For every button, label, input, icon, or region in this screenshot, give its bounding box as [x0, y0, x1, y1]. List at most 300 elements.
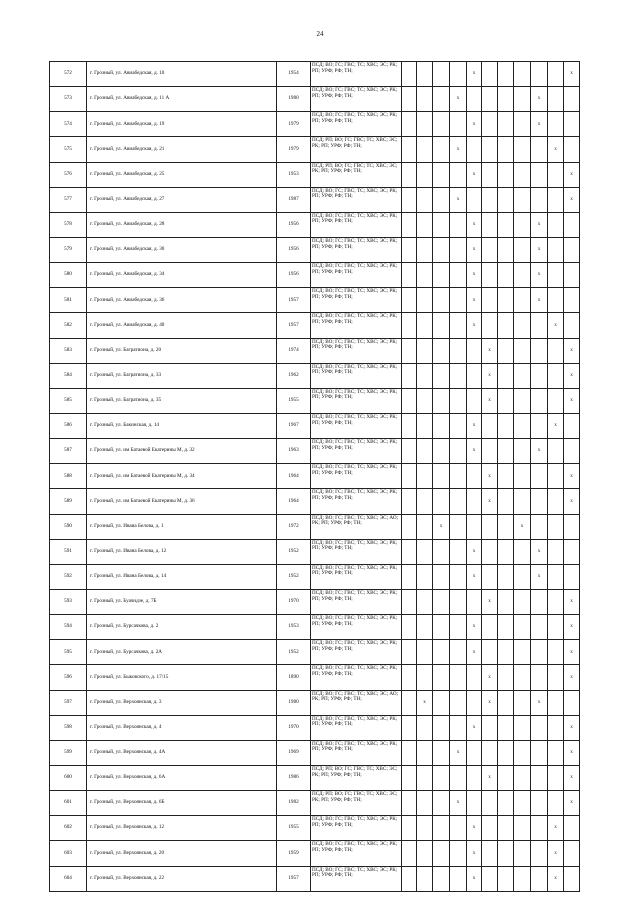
mark-cell: [402, 615, 417, 640]
table-row: [50, 690, 596, 715]
mark-cell: x: [564, 791, 580, 816]
mark-cell: x: [548, 413, 564, 438]
row-number: 600: [50, 765, 87, 790]
mark-cell: [433, 841, 450, 866]
year-cell: 1959: [277, 841, 311, 866]
mark-cell: [417, 187, 433, 212]
mark-cell: [450, 665, 467, 690]
mark-cell: [467, 87, 482, 112]
address-cell: г. Грозный, ул. Авиабедская, д. 30: [87, 237, 277, 262]
mark-cell: [514, 690, 531, 715]
mark-cell: [433, 464, 450, 489]
systems-cell: ПСД; ВО; ГС; ГВС; ТС; ХВС; ЭС; РК; РП; УРФ; РФ; ТН;: [311, 665, 402, 690]
address-cell: г. Грозный, ул. Багратиона, д. 35: [87, 388, 277, 413]
mark-cell: [433, 715, 450, 740]
address-cell: г. Грозный, ул. Авиабедская, д. 25: [87, 162, 277, 187]
mark-cell: [433, 212, 450, 237]
systems-cell: ПСД; ВО; ГС; ГВС; ТС; ХВС; ЭС; РК; РП; УРФ; РФ; ТН;: [311, 439, 402, 464]
mark-cell: [548, 288, 564, 313]
mark-cell: [450, 112, 467, 137]
mark-cell: [467, 589, 482, 614]
mark-cell: [433, 62, 450, 87]
address-cell: г. Грозный, ул. Ивана Белова, д. 1: [87, 514, 277, 539]
mark-cell: x: [467, 866, 482, 891]
mark-cell: [564, 514, 580, 539]
systems-cell: ПСД; ВО; ГС; ГВС; ТС; ХВС; ЭС; РК; РП; УРФ; РФ; ТН;: [311, 388, 402, 413]
table-row: [50, 765, 596, 790]
table-row: [50, 313, 596, 338]
mark-cell: [417, 338, 433, 363]
table-row: [50, 640, 596, 665]
systems-cell: ПСД; ВО; ГС; ГВС; ТС; ХВС; ЭС; РК; РП; УРФ; РФ; ТН;: [311, 212, 402, 237]
mark-cell: x: [417, 690, 433, 715]
mark-cell: [498, 439, 514, 464]
year-cell: 1987: [277, 187, 311, 212]
mark-cell: [402, 162, 417, 187]
year-cell: 1957: [277, 866, 311, 891]
mark-cell: [498, 765, 514, 790]
mark-cell: [514, 288, 531, 313]
mark-cell: [433, 388, 450, 413]
mark-cell: x: [564, 615, 580, 640]
table-row: [50, 489, 596, 514]
mark-cell: x: [564, 740, 580, 765]
mark-cell: [498, 640, 514, 665]
mark-cell: [514, 363, 531, 388]
mark-cell: [450, 388, 467, 413]
mark-cell: [498, 263, 514, 288]
mark-cell: x: [467, 816, 482, 841]
mark-cell: [467, 464, 482, 489]
mark-cell: [433, 313, 450, 338]
mark-cell: [548, 464, 564, 489]
mark-cell: [531, 363, 548, 388]
mark-cell: [482, 87, 498, 112]
mark-cell: x: [450, 87, 467, 112]
year-cell: 1964: [277, 489, 311, 514]
mark-cell: [402, 87, 417, 112]
systems-cell: ПСД; ВО; ГС; ГВС; ТС; ХВС; ЭС; РК; РП; УРФ; РФ; ТН;: [311, 288, 402, 313]
mark-cell: [417, 765, 433, 790]
year-cell: 1954: [277, 62, 311, 87]
mark-cell: x: [564, 589, 580, 614]
mark-cell: [450, 539, 467, 564]
mark-cell: [498, 539, 514, 564]
mark-cell: [402, 514, 417, 539]
year-cell: 1952: [277, 539, 311, 564]
mark-cell: [433, 439, 450, 464]
mark-cell: [498, 313, 514, 338]
mark-cell: x: [482, 464, 498, 489]
table-row: [50, 564, 596, 589]
year-cell: 1970: [277, 589, 311, 614]
systems-cell: ПСД; ВО; ГС; ГВС; ТС; ХВС; ЭС; РК; РП; УРФ; РФ; ТН;: [311, 615, 402, 640]
table-row: [50, 866, 596, 891]
mark-cell: [564, 263, 580, 288]
mark-cell: x: [548, 137, 564, 162]
mark-cell: [433, 539, 450, 564]
mark-cell: [482, 564, 498, 589]
mark-cell: [450, 866, 467, 891]
mark-cell: x: [564, 640, 580, 665]
mark-cell: [450, 564, 467, 589]
address-cell: г. Грозный, ул. Ивана Белова, д. 12: [87, 539, 277, 564]
mark-cell: [417, 162, 433, 187]
mark-cell: [482, 162, 498, 187]
mark-cell: [514, 640, 531, 665]
systems-cell: ПСД; ВО; ГС; ГВС; ТС; ХВС; ЭС; РК; РП; УРФ; РФ; ТН;: [311, 187, 402, 212]
mark-cell: [450, 62, 467, 87]
mark-cell: [402, 740, 417, 765]
systems-cell: ПСД; ВО; ГС; ГВС; ТС; ХВС; ЭС; РК; РП; УРФ; РФ; ТН;: [311, 338, 402, 363]
mark-cell: [548, 237, 564, 262]
mark-cell: [450, 338, 467, 363]
table-row: [50, 816, 596, 841]
systems-cell: ПСД; ВО; ГС; ГВС; ТС; ХВС; ЭС; РК; РП; УРФ; РФ; ТН;: [311, 866, 402, 891]
mark-cell: [450, 841, 467, 866]
mark-cell: [548, 715, 564, 740]
mark-cell: x: [467, 212, 482, 237]
row-number: 583: [50, 338, 87, 363]
systems-cell: ПСД; ВО; ГС; ГВС; ТС; ХВС; ЭС; РК; РП; УРФ; РФ; ТН;: [311, 489, 402, 514]
mark-cell: [498, 816, 514, 841]
systems-cell: ПСД; ВО; ГС; ГВС; ТС; ХВС; ЭС; РК; РП; УРФ; РФ; ТН;: [311, 237, 402, 262]
mark-cell: [482, 187, 498, 212]
mark-cell: [417, 439, 433, 464]
table-row: [50, 212, 596, 237]
mark-cell: [548, 740, 564, 765]
mark-cell: [402, 388, 417, 413]
mark-cell: [417, 237, 433, 262]
mark-cell: [531, 388, 548, 413]
mark-cell: [498, 413, 514, 438]
mark-cell: x: [467, 439, 482, 464]
mark-cell: x: [433, 514, 450, 539]
mark-cell: [433, 288, 450, 313]
address-cell: г. Грозный, ул. Багратиона, д. 20: [87, 338, 277, 363]
mark-cell: [450, 715, 467, 740]
mark-cell: [548, 489, 564, 514]
mark-cell: [417, 665, 433, 690]
mark-cell: [402, 137, 417, 162]
mark-cell: x: [564, 665, 580, 690]
mark-cell: [450, 765, 467, 790]
year-cell: 1970: [277, 715, 311, 740]
mark-cell: [482, 413, 498, 438]
year-cell: 1956: [277, 237, 311, 262]
mark-cell: x: [482, 765, 498, 790]
mark-cell: x: [514, 514, 531, 539]
year-cell: 1969: [277, 740, 311, 765]
mark-cell: [514, 237, 531, 262]
row-number: 596: [50, 665, 87, 690]
mark-cell: [417, 413, 433, 438]
mark-cell: [514, 765, 531, 790]
address-cell: г. Грозный, ул. Быковского, д. 17/15: [87, 665, 277, 690]
row-number: 575: [50, 137, 87, 162]
mark-cell: [531, 413, 548, 438]
mark-cell: [514, 589, 531, 614]
mark-cell: [531, 765, 548, 790]
mark-cell: [564, 841, 580, 866]
mark-cell: [548, 439, 564, 464]
mark-cell: [402, 313, 417, 338]
mark-cell: [514, 539, 531, 564]
row-number: 574: [50, 112, 87, 137]
year-cell: 1952: [277, 640, 311, 665]
mark-cell: [433, 137, 450, 162]
mark-cell: [482, 212, 498, 237]
row-number: 603: [50, 841, 87, 866]
table-row: [50, 665, 596, 690]
table-row: [50, 62, 596, 87]
mark-cell: [548, 62, 564, 87]
mark-cell: [564, 413, 580, 438]
mark-cell: [548, 363, 564, 388]
mark-cell: [433, 263, 450, 288]
row-number: 598: [50, 715, 87, 740]
mark-cell: [450, 816, 467, 841]
mark-cell: [433, 564, 450, 589]
mark-cell: [498, 615, 514, 640]
systems-cell: ПСД; ВО; ГС; ГВС; ТС; ХВС; ЭС; РК; РП; УРФ; РФ; ТН;: [311, 112, 402, 137]
address-cell: г. Грозный, ул. Верхоянская, д. 6А: [87, 765, 277, 790]
mark-cell: [531, 62, 548, 87]
mark-cell: [450, 363, 467, 388]
mark-cell: [498, 866, 514, 891]
mark-cell: x: [467, 112, 482, 137]
mark-cell: [482, 715, 498, 740]
table-row: [50, 464, 596, 489]
mark-cell: [548, 539, 564, 564]
mark-cell: [548, 162, 564, 187]
mark-cell: [564, 212, 580, 237]
mark-cell: [402, 816, 417, 841]
mark-cell: [417, 263, 433, 288]
mark-cell: [402, 564, 417, 589]
mark-cell: [402, 212, 417, 237]
mark-cell: [531, 162, 548, 187]
mark-cell: [417, 866, 433, 891]
mark-cell: x: [531, 87, 548, 112]
mark-cell: [417, 288, 433, 313]
mark-cell: x: [548, 866, 564, 891]
row-number: 578: [50, 212, 87, 237]
mark-cell: [450, 640, 467, 665]
systems-cell: ПСД; ВО; ГС; ГВС; ТС; ХВС; ЭС; РК; РП; УРФ; РФ; ТН;: [311, 589, 402, 614]
mark-cell: [433, 740, 450, 765]
mark-cell: [433, 237, 450, 262]
year-cell: 1962: [277, 363, 311, 388]
systems-cell: ПСД; ВО; ГС; ГВС; ТС; ХВС; ЭС; РК; РП; УРФ; РФ; ТН;: [311, 539, 402, 564]
mark-cell: x: [467, 841, 482, 866]
mark-cell: [433, 413, 450, 438]
mark-cell: [548, 212, 564, 237]
mark-cell: [498, 87, 514, 112]
mark-cell: x: [482, 589, 498, 614]
mark-cell: [514, 338, 531, 363]
mark-cell: [433, 87, 450, 112]
address-cell: г. Грозный, ул. Авиабедская, д. 36: [87, 288, 277, 313]
address-cell: г. Грозный, ул. Верхоянская, д. 12: [87, 816, 277, 841]
mark-cell: x: [564, 162, 580, 187]
mark-cell: [433, 816, 450, 841]
row-number: 580: [50, 263, 87, 288]
table-row: [50, 413, 596, 438]
mark-cell: [467, 765, 482, 790]
mark-cell: x: [531, 439, 548, 464]
mark-cell: [548, 187, 564, 212]
mark-cell: [482, 62, 498, 87]
mark-cell: [467, 489, 482, 514]
mark-cell: [402, 464, 417, 489]
mark-cell: [531, 313, 548, 338]
address-cell: г. Грозный, ул. Бурсачкова, д. 2А: [87, 640, 277, 665]
mark-cell: [531, 137, 548, 162]
mark-cell: [482, 514, 498, 539]
address-cell: г. Грозный, ул. Ивана Белова, д. 14: [87, 564, 277, 589]
mark-cell: [402, 288, 417, 313]
address-cell: г. Грозный, ул. Авиабедская, д. 27: [87, 187, 277, 212]
table-row: [50, 237, 596, 262]
row-number: 585: [50, 388, 87, 413]
mark-cell: [498, 715, 514, 740]
systems-cell: ПСД; ВО; ГС; ГВС; ТС; ХВС; ЭС; РК; РП; УРФ; РФ; ТН;: [311, 715, 402, 740]
mark-cell: x: [531, 237, 548, 262]
mark-cell: [450, 263, 467, 288]
mark-cell: [498, 137, 514, 162]
mark-cell: x: [531, 288, 548, 313]
mark-cell: x: [467, 237, 482, 262]
year-cell: 1972: [277, 514, 311, 539]
mark-cell: x: [467, 288, 482, 313]
mark-cell: [482, 112, 498, 137]
mark-cell: x: [531, 690, 548, 715]
mark-cell: x: [548, 841, 564, 866]
mark-cell: [402, 489, 417, 514]
mark-cell: [514, 715, 531, 740]
mark-cell: [564, 313, 580, 338]
row-number: 576: [50, 162, 87, 187]
mark-cell: [548, 338, 564, 363]
mark-cell: [531, 841, 548, 866]
mark-cell: [417, 539, 433, 564]
mark-cell: [514, 87, 531, 112]
systems-cell: ПСД; ВО; ГС; ГВС; ТС; ХВС; ЭС; РК; РП; УРФ; РФ; ТН;: [311, 87, 402, 112]
mark-cell: [531, 816, 548, 841]
address-cell: г. Грозный, ул. Верхоянская, д. 4: [87, 715, 277, 740]
mark-cell: [531, 866, 548, 891]
address-cell: г. Грозный, ул. Авиабедская, д. 11 А: [87, 87, 277, 112]
mark-cell: [417, 514, 433, 539]
address-cell: г. Грозный, ул. Авиабедская, д. 10: [87, 62, 277, 87]
systems-cell: ПСД; ВО; ГС; ГВС; ТС; ХВС; ЭС; РК; РП; УРФ; РФ; ТН;: [311, 413, 402, 438]
row-number: 589: [50, 489, 87, 514]
mark-cell: [482, 439, 498, 464]
mark-cell: [450, 288, 467, 313]
mark-cell: [402, 690, 417, 715]
mark-cell: [564, 539, 580, 564]
mark-cell: [450, 237, 467, 262]
table-row: [50, 740, 596, 765]
mark-cell: x: [482, 489, 498, 514]
mark-cell: [467, 791, 482, 816]
year-cell: 1957: [277, 288, 311, 313]
address-cell: г. Грозный, ул. Авиабедская, д. 40: [87, 313, 277, 338]
year-cell: 1890: [277, 665, 311, 690]
year-cell: 1980: [277, 690, 311, 715]
mark-cell: x: [450, 187, 467, 212]
systems-cell: ПСД; ВО; ГС; ГВС; ТС; ХВС; ЭС; РК; РП; УРФ; РФ; ТН;: [311, 564, 402, 589]
mark-cell: [433, 615, 450, 640]
mark-cell: [498, 464, 514, 489]
mark-cell: [531, 665, 548, 690]
table-row: [50, 439, 596, 464]
row-number: 588: [50, 464, 87, 489]
mark-cell: [531, 187, 548, 212]
registry-rows: [50, 62, 596, 892]
row-number: 577: [50, 187, 87, 212]
mark-cell: [450, 514, 467, 539]
mark-cell: x: [467, 263, 482, 288]
mark-cell: [514, 791, 531, 816]
systems-cell: ПСД; ВО; ГС; ГВС; ТС; ХВС; ЭС; РК; РП; УРФ; РФ; ТН;: [311, 816, 402, 841]
row-number: 581: [50, 288, 87, 313]
systems-cell: ПСД; РП; ВО; ГС; ГВС; ТС; ХВС; ЭС; РК; РП; УРФ; РФ; ТН;: [311, 137, 402, 162]
row-number: 602: [50, 816, 87, 841]
mark-cell: [514, 439, 531, 464]
mark-cell: x: [482, 690, 498, 715]
year-cell: 1964: [277, 464, 311, 489]
address-cell: г. Грозный, ул. Верхоянская, д. 6Б: [87, 791, 277, 816]
mark-cell: [548, 263, 564, 288]
mark-cell: [564, 816, 580, 841]
mark-cell: [467, 388, 482, 413]
mark-cell: [417, 62, 433, 87]
mark-cell: [450, 162, 467, 187]
mark-cell: [402, 62, 417, 87]
mark-cell: x: [564, 765, 580, 790]
mark-cell: [482, 288, 498, 313]
mark-cell: [467, 363, 482, 388]
mark-cell: [402, 363, 417, 388]
mark-cell: [514, 866, 531, 891]
address-cell: г. Грозный, ул. им Батаевой Екатерины М, д. 32: [87, 439, 277, 464]
mark-cell: [514, 665, 531, 690]
mark-cell: [482, 866, 498, 891]
address-cell: г. Грозный, ул. Авиабедская, д. 19: [87, 112, 277, 137]
address-cell: г. Грозный, ул. Авиабедская, д. 28: [87, 212, 277, 237]
mark-cell: [402, 338, 417, 363]
table-row: [50, 187, 596, 212]
mark-cell: [564, 564, 580, 589]
mark-cell: [514, 137, 531, 162]
mark-cell: [498, 514, 514, 539]
mark-cell: [548, 765, 564, 790]
mark-cell: [564, 866, 580, 891]
table-row: [50, 338, 596, 363]
row-number: 601: [50, 791, 87, 816]
mark-cell: [482, 313, 498, 338]
row-number: 582: [50, 313, 87, 338]
mark-cell: x: [531, 539, 548, 564]
mark-cell: [417, 816, 433, 841]
systems-cell: ПСД; РП; ВО; ГС; ГВС; ТС; ХВС; ЭС; РК; РП; УРФ; РФ; ТН;: [311, 162, 402, 187]
systems-cell: ПСД; ВО; ГС; ГВС; ТС; ХВС; ЭС; РК; РП; УРФ; РФ; ТН;: [311, 62, 402, 87]
row-number: 584: [50, 363, 87, 388]
mark-cell: [548, 388, 564, 413]
table-row: [50, 87, 596, 112]
